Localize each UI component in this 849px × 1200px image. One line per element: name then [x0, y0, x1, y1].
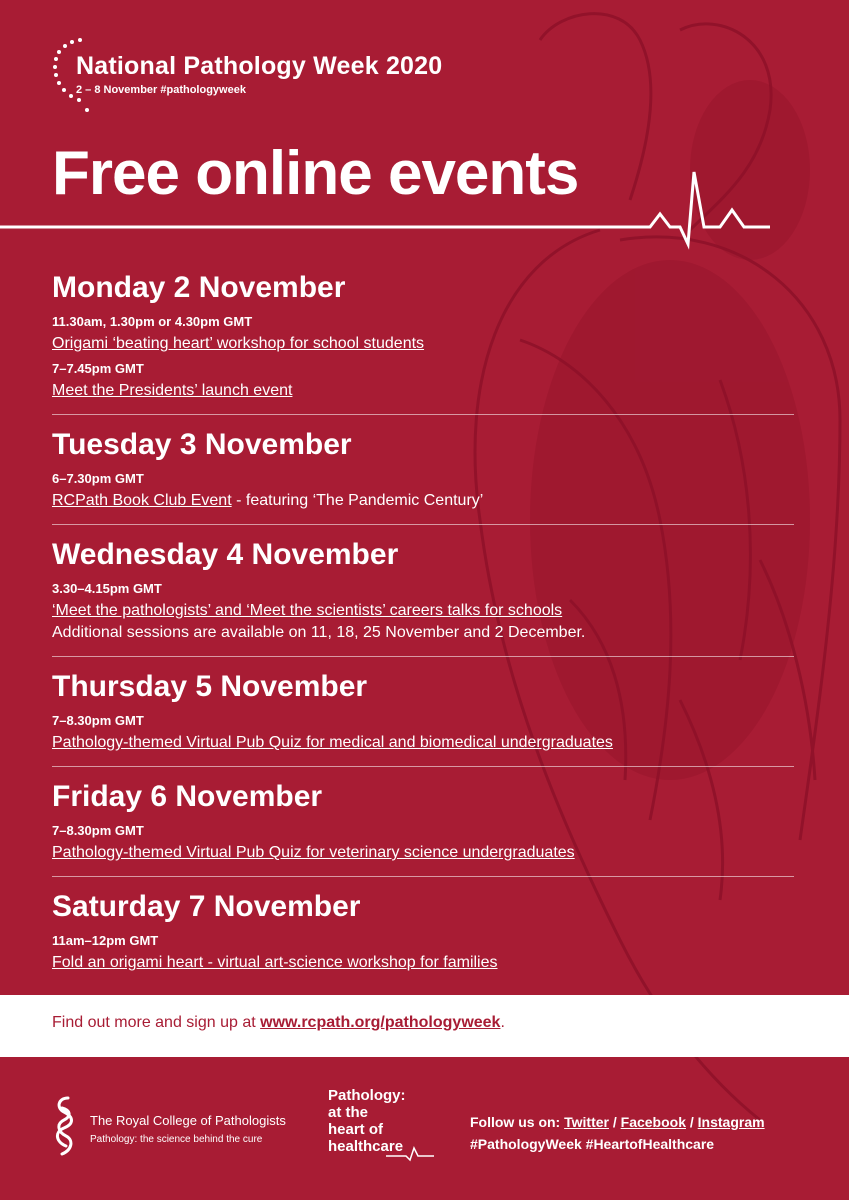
event-note: Additional sessions are available on 11, 18, 25 November and 2 December.	[52, 624, 586, 641]
signup-period: .	[500, 1014, 505, 1031]
day-title: Saturday 7 November	[52, 890, 361, 923]
org-name: The Royal College of Pathologists	[90, 1113, 286, 1128]
day-title: Monday 2 November	[52, 271, 346, 304]
day-title: Friday 6 November	[52, 780, 323, 813]
event-link[interactable]: Origami ‘beating heart’ workshop for school students	[52, 335, 425, 352]
signup-prefix: Find out more and sign up at	[52, 1014, 261, 1031]
signup-text	[52, 1014, 505, 1032]
event-title: National Pathology Week 2020	[76, 52, 443, 80]
heartbeat-rule	[0, 166, 849, 256]
event-link[interactable]: RCPath Book Club Event	[52, 492, 232, 509]
events-list	[52, 268, 794, 996]
day-title: Wednesday 4 November	[52, 538, 399, 571]
separator: /	[686, 1114, 698, 1130]
campaign-line: healthcare	[328, 1138, 404, 1155]
event-time: 11.30am, 1.30pm or 4.30pm GMT	[52, 314, 253, 329]
hashtags: #PathologyWeek #HeartofHealthcare	[470, 1136, 715, 1152]
event-link[interactable]: Meet the Presidents’ launch event	[52, 382, 293, 399]
event-link[interactable]: Fold an origami heart - virtual art-science workshop for families	[52, 954, 498, 971]
event-time: 7–8.30pm GMT	[52, 713, 144, 728]
day-saturday	[52, 887, 794, 986]
twitter-link[interactable]: Twitter	[564, 1114, 609, 1130]
event-link[interactable]: Pathology-themed Virtual Pub Quiz for medical and biomedical undergraduates	[52, 734, 613, 751]
event-time: 3.30–4.15pm GMT	[52, 581, 162, 596]
event-time: 6–7.30pm GMT	[52, 471, 144, 486]
signup-banner	[0, 995, 849, 1057]
day-tuesday	[52, 425, 794, 525]
pulse-icon	[386, 1146, 434, 1162]
event-link[interactable]: Pathology-themed Virtual Pub Quiz for veterinary science undergraduates	[52, 844, 575, 861]
event-dates: 2 – 8 November #pathologyweek	[76, 84, 246, 96]
campaign-line: Pathology:	[328, 1087, 406, 1104]
event-description: - featuring ‘The Pandemic Century’	[231, 492, 484, 509]
event-time: 11am–12pm GMT	[52, 933, 159, 948]
day-thursday	[52, 667, 794, 767]
event-time: 7–7.45pm GMT	[52, 361, 144, 376]
org-tagline: Pathology: the science behind the cure	[90, 1134, 263, 1145]
social-links	[470, 1114, 765, 1130]
signup-link[interactable]: www.rcpath.org/pathologyweek	[260, 1014, 501, 1031]
event-link[interactable]: ‘Meet the pathologists’ and ‘Meet the scientists’ careers talks for schools	[52, 602, 563, 619]
campaign-line: heart of	[328, 1121, 384, 1138]
instagram-link[interactable]: Instagram	[697, 1114, 765, 1130]
headline: Free online events	[52, 139, 579, 208]
day-wednesday	[52, 535, 794, 657]
rcpath-logo-icon	[50, 1092, 80, 1162]
separator: /	[608, 1114, 621, 1130]
day-monday	[52, 268, 794, 415]
day-friday	[52, 777, 794, 877]
campaign-line: at the	[328, 1104, 369, 1121]
day-title: Tuesday 3 November	[52, 428, 352, 461]
campaign-logo	[328, 1087, 448, 1155]
event-time: 7–8.30pm GMT	[52, 823, 144, 838]
facebook-link[interactable]: Facebook	[620, 1114, 686, 1130]
follow-label: Follow us on:	[470, 1114, 565, 1130]
day-title: Thursday 5 November	[52, 670, 368, 703]
